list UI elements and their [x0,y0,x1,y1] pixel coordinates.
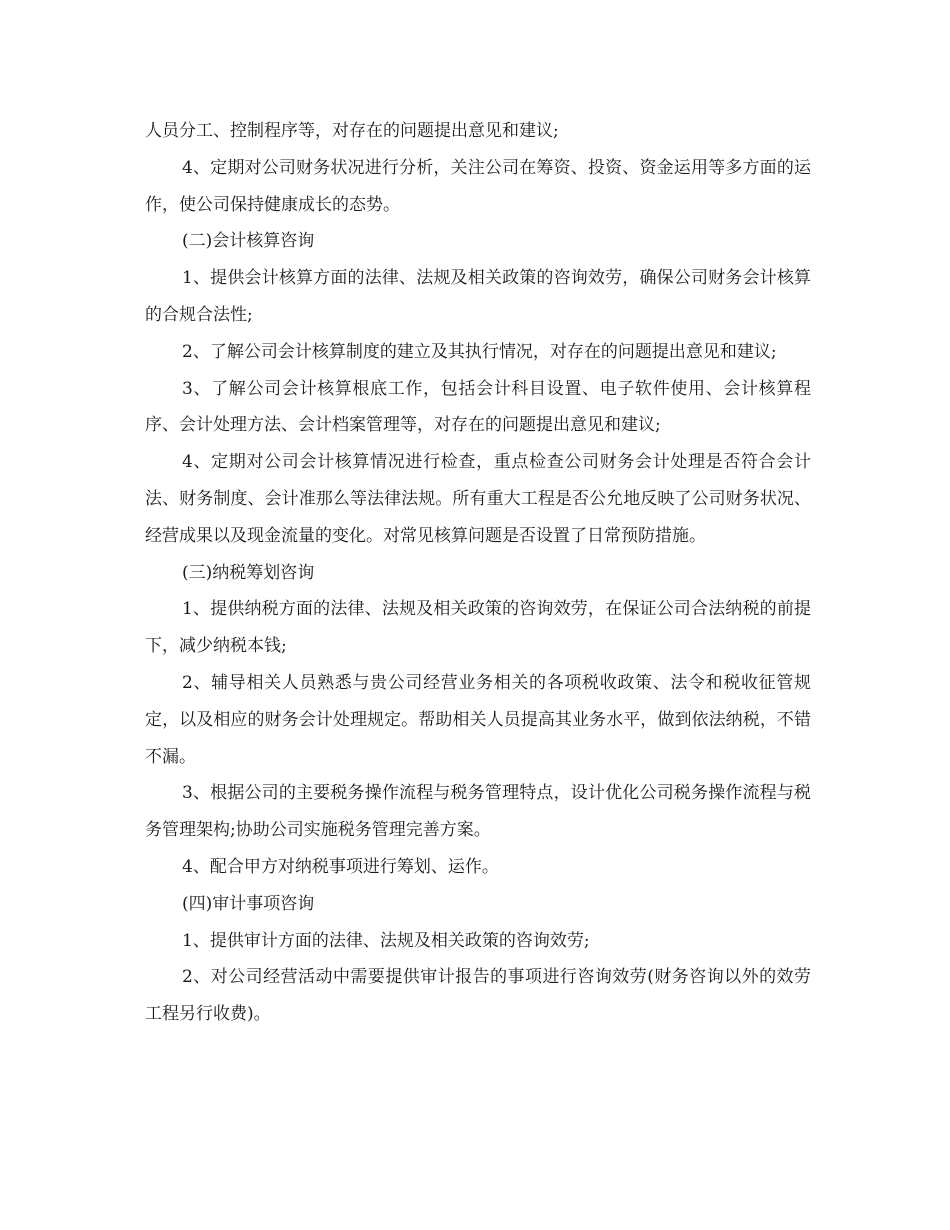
list-item: 3、根据公司的主要税务操作流程与税务管理特点，设计优化公司税务操作流程与税务管理架构;协助公司实施税务管理完善方案。 [145,783,811,841]
list-item: 1、提供纳税方面的法律、法规及相关政策的咨询效劳，在保证公司合法纳税的前提下，减少纳税本钱; [145,599,811,657]
list-item: 3、了解公司会计核算根底工作，包括会计科目设置、电子软件使用、会计核算程序、会计处理方法、会计档案管理等，对存在的问题提出意见和建议; [145,378,811,436]
list-item: 1、提供会计核算方面的法律、法规及相关政策的咨询效劳，确保公司财务会计核算的合规合法性; [145,268,811,325]
list-item: 4、定期对公司会计核算情况进行检查，重点检查公司财务会计处理是否符合会计法、财务制度、会计准那么等法律法规。所有重大工程是否公允地反映了公司财务状况、经营成果以及现金流量的变化。对常见核算问题是否设置了日常预防措施。 [145,452,811,546]
list-item: 4、配合甲方对纳税事项进行筹划、运作。 [182,856,499,877]
list-item: 2、辅导相关人员熟悉与贵公司经营业务相关的各项税收政策、法令和税收征管规定，以及相应的财务会计处理规定。帮助相关人员提高其业务水平，做到依法纳税，不错不漏。 [145,672,811,767]
document-body [145,113,811,1033]
paragraph-continuation: 人员分工、控制程序等，对存在的问题提出意见和建议; [145,121,559,141]
list-item: 1、提供审计方面的法律、法规及相关政策的咨询效劳; [182,930,590,951]
list-item: 4、定期对公司财务状况进行分析，关注公司在筹资、投资、资金运用等多方面的运作，使公司保持健康成长的态势。 [145,157,811,215]
list-item: 2、对公司经营活动中需要提供审计报告的事项进行咨询效劳(财务咨询以外的效劳工程另行收费)。 [145,967,811,1025]
list-item: 2、了解公司会计核算制度的建立及其执行情况，对存在的问题提出意见和建议; [182,341,777,362]
section-heading-audit: (四)审计事项咨询 [182,893,315,914]
section-heading-accounting: (二)会计核算咨询 [182,231,315,252]
section-heading-tax: (三)纳税筹划咨询 [182,562,315,583]
